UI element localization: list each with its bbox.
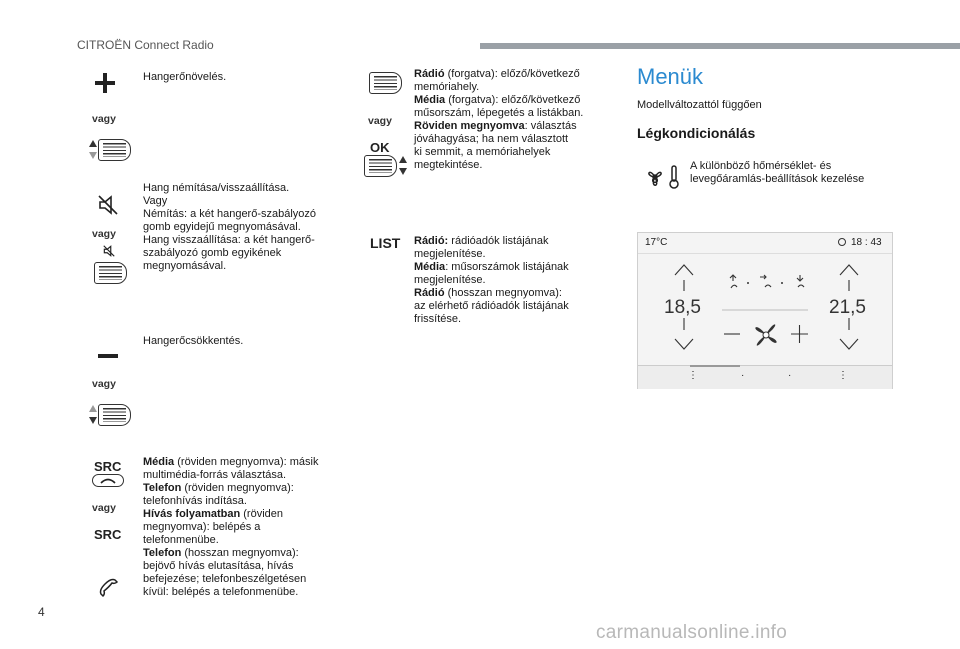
volume-wheel-icon — [89, 404, 131, 428]
watermark: carmanualsonline.info — [596, 622, 788, 643]
airflow-dot — [781, 282, 783, 284]
or-label: vagy — [92, 113, 116, 125]
airflow-dot — [747, 282, 749, 284]
airflow-icon-2 — [760, 275, 771, 287]
list-description: Rádió: rádióadók listájának megjelenítése. Média: műsorszámok listájának megjelenítése. Rádió (hosszan megnyomva): az elérhető rádióadók listájának frissítése. — [414, 235, 569, 325]
src-button-icon: SRC — [94, 527, 122, 542]
menu-dots-icon: ⋮ — [688, 370, 698, 381]
src-description: Média (röviden megnyomva): másik multimédia-forrás választása. Telefon (röviden megnyomva): telefonhívás indítása. Hívás folyamatban (röviden megnyomva): belépés a telefonmenübe. Telefon (hosszan megnyomva): bejövő hívás elutasítása, hívás befejezése; telefonbeszélgetésen kívül: belépés a telefonmenübe. — [143, 456, 319, 598]
mute-text: Hang némítása/visszaállítása. Vagy Némítás: a két hangerő-szabályozó gomb egyidejű megnyomásával. Hang visszaállítása: a két hangerő- szabályozó gomb egyikének megnyomásával. — [143, 182, 317, 272]
ok-button-icon: OK — [370, 140, 390, 155]
left-temp-value: 18,5 — [664, 297, 701, 318]
outside-temp: 17°C — [645, 237, 668, 248]
dot-icon: · — [788, 370, 792, 381]
climate-icon — [645, 164, 681, 190]
src-phone-button-icon: SRC — [92, 459, 126, 489]
left-temp-up-icon — [675, 265, 693, 275]
mute-small-icon — [102, 244, 116, 258]
volume-wheel-icon — [89, 139, 131, 163]
clock: 18 : 43 — [851, 237, 882, 248]
or-label: vagy — [92, 378, 116, 390]
header-bar — [480, 43, 960, 49]
list-button-icon: LIST — [370, 235, 401, 251]
wheel-icon — [94, 262, 127, 284]
or-label: vagy — [368, 115, 392, 127]
menu-title: Menük — [637, 64, 704, 89]
or-label: vagy — [92, 228, 116, 240]
minus-icon — [98, 354, 118, 358]
right-temp-down-icon — [840, 339, 858, 349]
menu-subtitle: Modellváltozattól függően — [637, 99, 762, 111]
section-title: Légkondicionálás — [637, 125, 756, 141]
location-icon — [838, 238, 846, 246]
page-number: 4 — [38, 605, 45, 619]
mute-icon — [96, 193, 120, 217]
wheel-icon — [369, 72, 402, 94]
radio-description: Rádió (forgatva): előző/következő memóriahely. Média (forgatva): előző/következő műsorszám, lépegetés a listákban. Röviden megnyomva: választás jóváhagyása; ha nem választott ki semmit, a memóriahelyek megtekintése. — [414, 68, 584, 171]
dot-icon: · — [741, 370, 745, 381]
climate-screen — [637, 232, 893, 389]
plus-icon — [95, 73, 115, 93]
menu-dots-icon: ⋮ — [838, 370, 848, 381]
volume-down-text: Hangerőcsökkentés. — [143, 335, 244, 347]
airflow-icon-1 — [730, 275, 737, 288]
airflow-icon-3 — [797, 275, 804, 287]
right-temp-value: 21,5 — [829, 297, 866, 318]
phone-icon — [97, 576, 119, 598]
right-temp-up-icon — [840, 265, 858, 275]
header-title: CITROËN Connect Radio — [77, 38, 214, 52]
left-temp-down-icon — [675, 339, 693, 349]
fan-icon — [755, 324, 776, 345]
climate-text: A különböző hőmérséklet- és levegőáramlás-beállítások kezelése — [690, 160, 865, 185]
ok-wheel-icon — [364, 155, 408, 179]
or-label: vagy — [92, 502, 116, 514]
volume-up-text: Hangerőnövelés. — [143, 71, 227, 83]
screen-bottom-bar — [638, 365, 892, 389]
active-tab-indicator — [690, 365, 740, 367]
screen-status-bar — [638, 233, 892, 254]
